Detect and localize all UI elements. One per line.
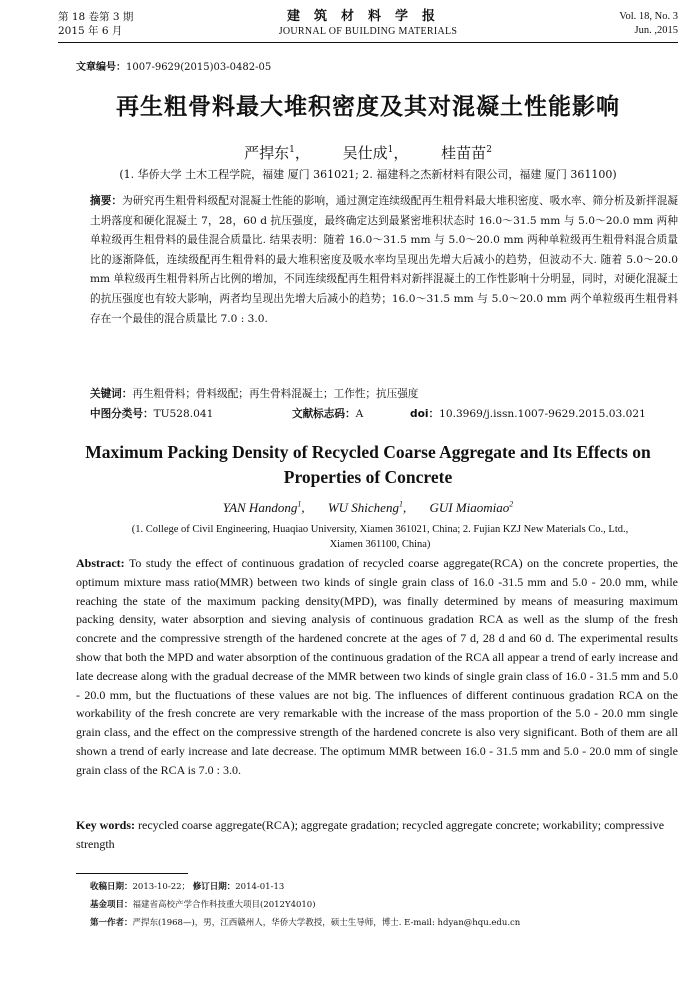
author-zh: 桂苗苗$^2$ xyxy=(441,144,492,162)
header-volume-en xyxy=(619,10,678,38)
date-en: Jun. ,2015 xyxy=(634,25,678,36)
journal-name-zh: 建筑材料学报 xyxy=(286,9,449,24)
abstract-en-label: Abstract: xyxy=(76,556,125,570)
journal-name-en: JOURNAL OF BUILDING MATERIALS xyxy=(278,26,458,37)
abstract-en xyxy=(76,554,678,780)
affiliation-zh: (1. 华侨大学 土木工程学院，福建 厦门 361021; 2. 福建科之杰新材料有限公司，福建 厦门 361100) xyxy=(119,168,617,181)
date-zh: 2015 年 6 月 xyxy=(58,25,123,37)
affiliation-en: (1. College of Civil Engineering, Huaqiao University, Xiamen 361021, China; 2. Fujian KZJ New Materials Co., Ltd., Xiamen 361100, China) xyxy=(131,524,629,550)
authors-zh xyxy=(58,142,678,163)
author-zh: 吴仕成$^1$， xyxy=(342,144,409,162)
article-number-label: 文章编号： xyxy=(76,62,126,73)
keywords-en-text: recycled coarse aggregate(RCA); aggregate gradation; recycled aggregate concrete; workability; compressive strength xyxy=(76,818,665,851)
author-en: YAN Handong$^1$, xyxy=(222,500,305,516)
footnote-first-author: 第一作者：严捍东(1968—)，男，江西赣州人，华侨大学教授，硕士生导师，博士. E-mail: hdyan@hqu.edu.cn xyxy=(90,918,521,928)
abstract-zh xyxy=(90,192,678,329)
abstract-zh-text: 为研究再生粗骨料级配对混凝土性能的影响，通过测定连续级配再生粗骨料最大堆积密度、吸水率、筛分析及新拌混凝土坍落度和硬化混凝土 7，28，60 d 抗压强度，最终确定达到最紧密堆积状态时 16.0～31.5 mm 与 5.0～20.0 mm 两种单粒级再生粗骨料的最佳混合质量比. 结果表明：随着 16.0～31.5 mm 与 5.0～20.0 mm 两种单粒级再生粗骨料混合质量比的逐渐降低，连续级配再生粗骨料的最大堆积密度及吸水率均呈现出先增大后减小的趋势，但波动不大. 随着 5.0～20.0 mm 单粒级再生粗骨料所占比例的增加，不同连续级配再生粗骨料对新拌混凝土的工作性影响十分明显，同时，对硬化混凝土的抗压强度也有较大影响，两者均呈现出先增大后减小的趋势；16.0～31.5 mm 与 5.0～20.0 mm 两个单粒级再生粗骨料存在一个最佳的混合质量比 7.0 : 3.0. xyxy=(90,195,678,325)
title-en: Maximum Packing Density of Recycled Coarse Aggregate and Its Effects on Properties of Concrete xyxy=(85,442,651,487)
keywords-zh xyxy=(90,386,678,401)
keywords-zh-text: 再生粗骨料；骨料级配；再生骨料混凝土；工作性；抗压强度 xyxy=(132,388,419,400)
keywords-en-label: Key words: xyxy=(76,818,135,832)
author-zh: 严捍东$^1$， xyxy=(244,144,310,162)
doi: doi：10.3969/j.issn.1007-9629.2015.03.021 xyxy=(410,408,646,420)
volume-issue-zh: 第 18 卷第 3 期 xyxy=(58,11,134,23)
article-number-value: 1007-9629(2015)03-0482-05 xyxy=(126,62,272,73)
footnote-divider xyxy=(76,873,188,874)
article-number xyxy=(76,58,271,73)
abstract-en-text: To study the effect of continuous gradation of recycled coarse aggregate(RCA) on the concrete properties, the optimum mixture mass ratio(MMR) between two kinds of single grain class of 16.0 -31.5 mm and 5.0 - 20.0 mm, while reaching the state of the maximum packing density(MPD), was finally determined by means of measuring maximum packing density, water absorption and sieving analysis of continuous gradation RCA as well as the slump of the fresh concrete and the compressive strength of the hardened concrete at the ages of 7 d, 28 d and 60 d. The experimental results show that both the MPD and water absorption of the continuous gradation of the RCA all appear a trend of early increase and late decrease along with the gradual decrease of the MMR between two kinds of single grain class of 16.0 - 31.5 mm and 5.0 - 20.0 mm, but the fluctuations of these values are not big. The influences of different continuous gradation RCA on the workability of the fresh concrete are very remarkable with the increase of the mass proportion of the 5.0 - 20.0 mm single grain class, and the effect on the compressive strength of the hardened concrete is also very significant. Both of them are all shown a trend of early increase and late decrease. The optimum MMR between 16.0 - 31.5 mm and 5.0 - 20.0 mm of single grain class of the RCA is 7.0 : 3.0. xyxy=(76,556,678,777)
author-en: WU Shicheng$^1$, xyxy=(327,500,407,516)
keywords-en xyxy=(76,816,678,854)
header-journal xyxy=(58,9,678,39)
footnote-dates: 收稿日期：2013-10-22； 修订日期：2014-01-13 xyxy=(90,882,285,892)
volume-issue-en: Vol. 18, No. 3 xyxy=(619,11,678,22)
author-en: GUI Miaomiao$^2$ xyxy=(429,500,514,516)
running-header xyxy=(58,8,678,43)
classification-line xyxy=(90,406,678,422)
keywords-zh-label: 关键词： xyxy=(90,388,133,400)
abstract-zh-label: 摘要： xyxy=(90,195,123,207)
authors-en xyxy=(58,500,678,516)
clc-number: 中图分类号：TU528.041 xyxy=(90,408,214,420)
footnote-fund: 基金项目：福建省高校产学合作科技重大项目(2012Y4010) xyxy=(90,900,316,910)
title-zh: 再生粗骨料最大堆积密度及其对混凝土性能影响 xyxy=(116,94,620,120)
document-code: 文献标志码：A xyxy=(292,408,364,420)
